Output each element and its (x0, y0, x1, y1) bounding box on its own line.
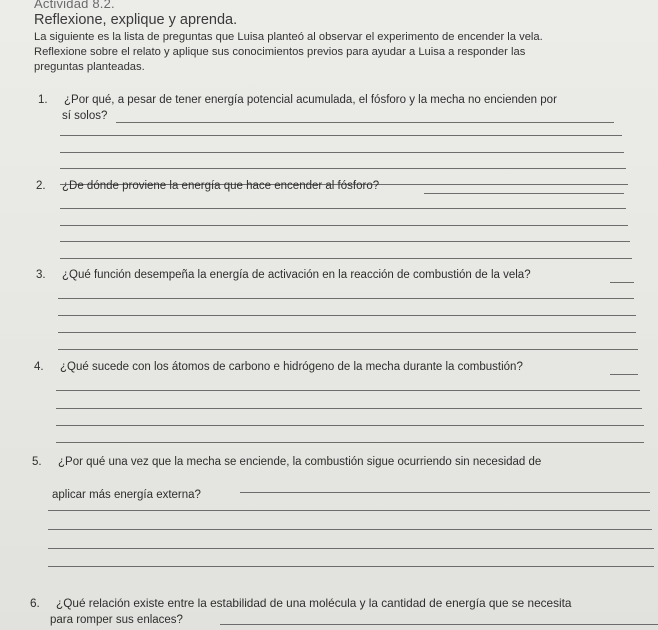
answer-line[interactable] (60, 135, 622, 136)
question-2 (36, 180, 379, 192)
intro-paragraph (34, 30, 634, 75)
question-text: ¿De dónde proviene la energía que hace encender al fósforo? (62, 180, 380, 192)
answer-line[interactable] (60, 152, 624, 153)
answer-line[interactable] (60, 208, 626, 209)
question-text: ¿Por qué una vez que la mecha se enciende, la combustión sigue ocurriendo sin necesidad de (58, 456, 542, 468)
answer-line[interactable] (58, 298, 634, 299)
question-text: ¿Qué relación existe entre la estabilidad de una molécula y la cantidad de energía que se necesita (56, 596, 572, 610)
question-number: 2. (36, 180, 46, 192)
question-text: ¿Qué función desempeña la energía de activación en la reacción de combustión de la vela? (62, 269, 531, 281)
answer-line[interactable] (424, 193, 624, 194)
answer-line[interactable] (56, 425, 644, 426)
question-5 (32, 456, 541, 468)
answer-line[interactable] (48, 529, 652, 530)
intro-line: La siguiente es la lista de preguntas que Luisa planteó al observar el experimento de encender la vela. (34, 31, 543, 43)
answer-line[interactable] (58, 332, 636, 333)
question-4 (34, 361, 523, 373)
question-1-continuation: sí solos? (62, 110, 108, 122)
answer-line[interactable] (60, 258, 632, 259)
answer-line[interactable] (48, 566, 654, 567)
intro-line: Reflexione sobre el relato y aplique sus conocimientos previos para ayudar a Luisa a responder las (34, 46, 526, 58)
answer-line[interactable] (60, 168, 626, 169)
question-number: 3. (36, 269, 46, 281)
question-text: ¿Qué sucede con los átomos de carbono e hidrógeno de la mecha durante la combustión? (60, 361, 523, 373)
answer-line[interactable] (56, 442, 644, 443)
activity-title: Actividad 8.2. (34, 0, 115, 11)
question-number: 6. (30, 596, 40, 610)
answer-line[interactable] (220, 624, 658, 625)
question-number: 1. (38, 94, 48, 106)
answer-line[interactable] (610, 374, 638, 375)
question-1 (38, 94, 557, 106)
answer-line[interactable] (48, 548, 654, 549)
answer-line[interactable] (610, 282, 634, 283)
answer-line[interactable] (56, 390, 640, 391)
answer-line[interactable] (60, 241, 630, 242)
question-5-continuation: aplicar más energía externa? (52, 489, 201, 501)
answer-line[interactable] (116, 122, 614, 123)
answer-line[interactable] (60, 225, 628, 226)
section-subtitle: Reflexione, explique y aprenda. (34, 12, 238, 28)
answer-line[interactable] (58, 349, 638, 350)
answer-line[interactable] (48, 510, 650, 511)
question-6 (30, 596, 571, 610)
intro-line: preguntas planteadas. (34, 61, 145, 73)
question-number: 4. (34, 361, 44, 373)
question-number: 5. (32, 456, 42, 468)
question-3 (36, 269, 531, 281)
question-text: ¿Por qué, a pesar de tener energía potencial acumulada, el fósforo y la mecha no encienden por (64, 94, 557, 106)
answer-line[interactable] (56, 408, 642, 409)
answer-line[interactable] (240, 492, 650, 493)
question-6-continuation: para romper sus enlaces? (50, 614, 183, 626)
answer-line[interactable] (58, 315, 636, 316)
